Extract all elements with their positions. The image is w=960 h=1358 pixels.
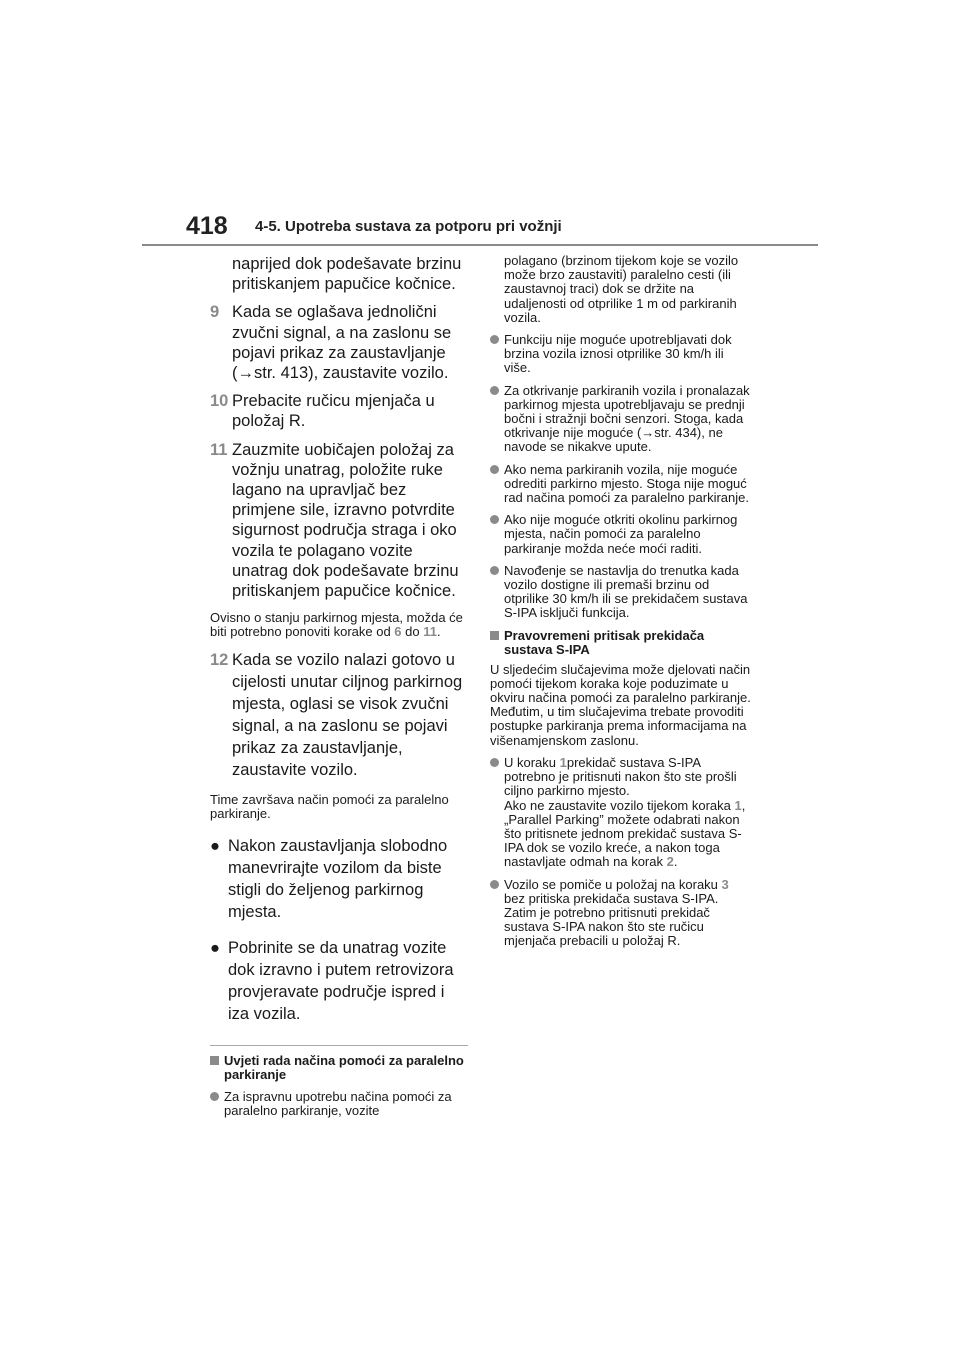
step-10-number: 10	[210, 392, 229, 411]
repeat-steps-note: Ovisno o stanju parkirnog mjesta, možda će biti potrebno ponoviti korake od 6 do 11.	[210, 610, 463, 640]
circle-bullet-icon	[490, 515, 499, 524]
bullet-item: ● Pobrinite se da unatrag vozite dok izravno i putem retrovizora provjeravate područje ispred i iza vozila.	[210, 939, 454, 1024]
list-item: Za ispravnu upotrebu načina pomoći za paralelno parkiranje, vozite	[210, 1090, 468, 1118]
step-10: 10 Prebacite ručicu mjenjača u položaj R.	[210, 392, 435, 431]
step-11-number: 11	[210, 440, 228, 459]
right-column	[490, 254, 752, 949]
square-bullet-icon	[490, 631, 499, 640]
list-item: Ako nema parkiranih vozila, nije moguće odrediti parkirno mjesto. Stoga nije moguć rad načina pomoći za paralelno parkiranje.	[490, 463, 752, 506]
circle-bullet-icon	[490, 386, 499, 395]
step-8-continuation: naprijed dok podešavate brzinu pritiskanjem papučice kočnice.	[232, 255, 462, 294]
completion-note: Time završava način pomoći za paralelno parkiranje.	[210, 792, 449, 822]
square-bullet-icon	[210, 1056, 219, 1065]
list-item: Vozilo se pomiče u položaj na koraku 3 bez pritiska prekidača sustava S-IPA. Zatim je potrebno pritisnuti prekidač sustava S-IPA nakon što ste ručicu mjenjača prebacili u položaj R.	[490, 878, 752, 949]
circle-bullet-icon	[490, 880, 499, 889]
step-12: 12 Kada se vozilo nalazi gotovo u cijelosti unutar ciljnog parkirnog mjesta, oglasi se visok zvučni signal, a na zaslonu se pojavi prikaz za zaustavljanje, zaustavite vozilo.	[210, 651, 463, 780]
bullet-icon: ●	[210, 939, 220, 958]
bullet-item: ● Nakon zaustavljanja slobodno manevrirajte vozilom da biste stigli do željenog parkirnog mjesta.	[210, 837, 448, 922]
page-header	[0, 0, 960, 250]
step-9-number: 9	[210, 303, 220, 322]
step-12-number: 12	[210, 651, 229, 670]
section-title: 4-5. Upotreba sustava za potporu pri vožnji	[255, 218, 562, 235]
list-item: Ako nije moguće otkriti okolinu parkirnog mjesta, način pomoći za paralelno parkiranje možda neće moći raditi.	[490, 513, 752, 556]
section-heading: Uvjeti rada načina pomoći za paralelno parkiranje	[210, 1054, 468, 1082]
step-11: 11 Zauzmite uobičajen položaj za vožnju unatrag, položite ruke lagano na upravljač bez primjene sile, izravno potvrdite sigurnost područja straga i oko vozila te polagano vozite unatrag dok podešavate brzinu pritiskanjem papučice kočnice.	[210, 440, 459, 601]
paragraph: U sljedećim slučajevima može djelovati način pomoći tijekom koraka koje poduzimate u okviru načina pomoći za paralelno parkiranje. Međutim, u tim slučajevima trebate provoditi postupke parkiranja prema informacijama na višenamjenskom zaslonu.	[490, 661, 751, 748]
arrow-icon: →	[237, 364, 254, 383]
circle-bullet-icon	[210, 1092, 219, 1101]
list-item: Navođenje se nastavlja do trenutka kada vozilo dostigne ili premaši brzinu od otprilike 30 km/h ili se prekidačem sustava S-IPA isključi funkcija.	[490, 564, 752, 621]
bullet-icon: ●	[210, 837, 220, 856]
circle-bullet-icon	[490, 566, 499, 575]
list-item: Za otkrivanje parkiranih vozila i pronalazak parkirnog mjesta upotrebljavaju se prednji bočni i stražnji bočni senzori. Stoga, kada otkrivanje nije moguće (→str. 434), ne navode se nikakve upute.	[490, 384, 752, 455]
header-divider	[142, 244, 818, 246]
section-heading: Pravovremeni pritisak prekidača sustava S-IPA	[490, 629, 752, 657]
list-item: U koraku 1prekidač sustava S-IPA potrebno je pritisnuti nakon što ste prošli ciljno parkirno mjesto. Ako ne zaustavite vozilo tijekom koraka 1, „Parallel Parking” možete odabrati nakon što pritisnete jednom prekidač sustava S-IPA dok se vozilo kreće, a nakon toga nastavljate odmah na korak 2.	[490, 756, 752, 870]
list-item-continuation: polagano (brzinom tijekom koje se vozilo može brzo zaustaviti) paralelno cesti (ili zaustavnoj traci) dok se držite na udaljenosti od otprilike 1 m od parkiranih vozila.	[504, 253, 739, 325]
left-column	[210, 254, 468, 1119]
page-number: 418	[186, 212, 228, 240]
arrow-icon: →	[641, 425, 655, 441]
section-divider	[210, 1045, 468, 1046]
list-item: Funkciju nije moguće upotrebljavati dok brzina vozila iznosi otprilike 30 km/h ili više.	[490, 333, 752, 376]
step-9: 9 Kada se oglašava jednolični zvučni signal, a na zaslonu se pojavi prikaz za zaustavljanje (→str. 413), zaustavite vozilo.	[210, 303, 452, 383]
circle-bullet-icon	[490, 758, 499, 767]
circle-bullet-icon	[490, 465, 499, 474]
circle-bullet-icon	[490, 335, 499, 344]
